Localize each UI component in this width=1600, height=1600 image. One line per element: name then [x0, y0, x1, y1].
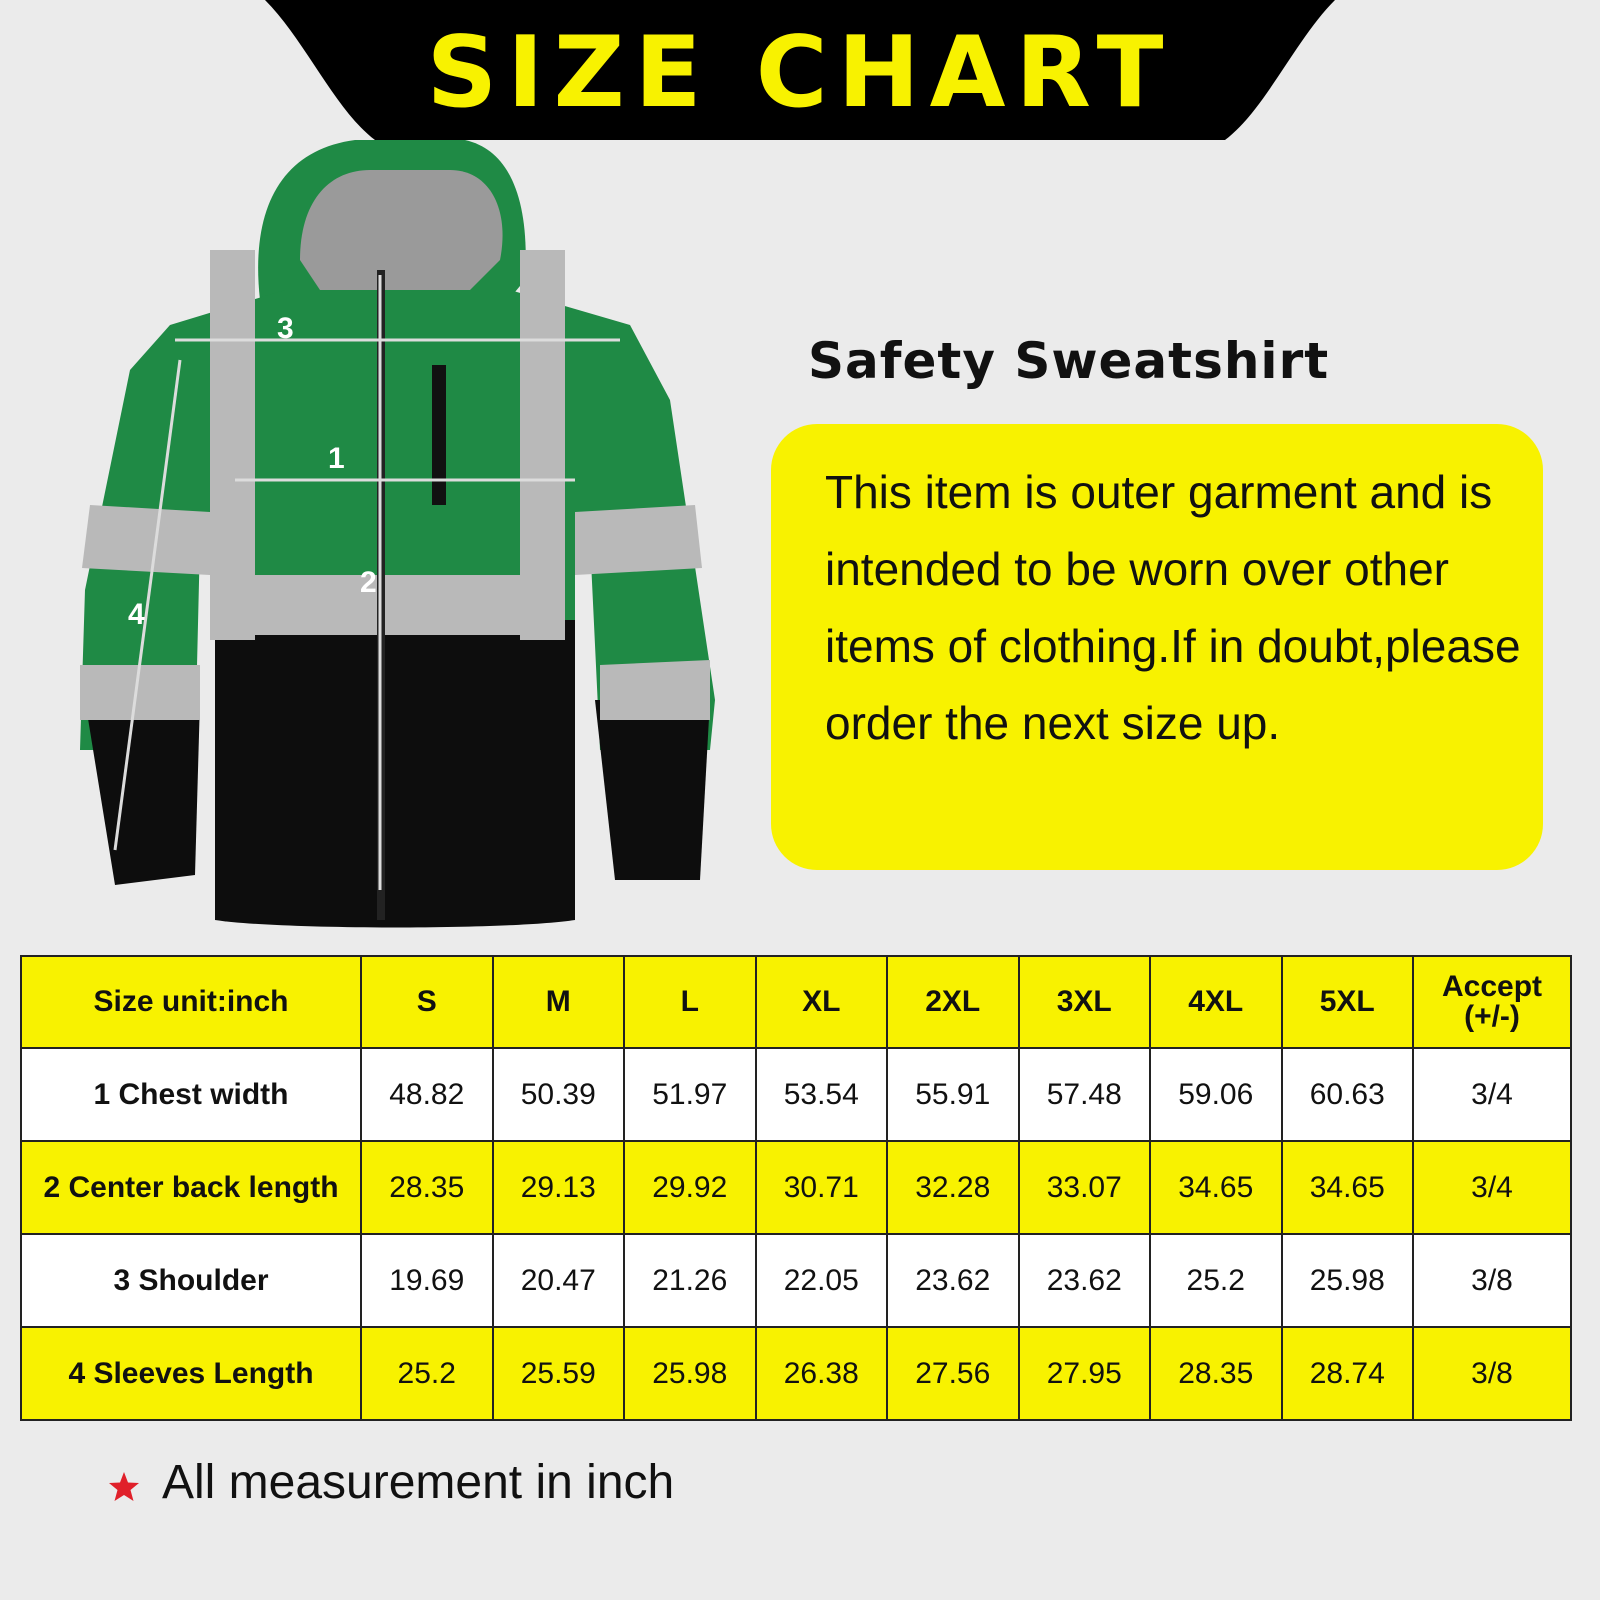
size-chart-banner	[265, 0, 1335, 140]
table-cell: 28.35	[1150, 1327, 1282, 1420]
table-row	[21, 1234, 1571, 1327]
table-cell: 59.06	[1150, 1048, 1282, 1141]
banner-title: SIZE CHART	[426, 16, 1174, 130]
marker-3: 3	[277, 312, 294, 345]
row-label: 2 Center back length	[21, 1141, 361, 1234]
hoodie-illustration	[70, 140, 750, 940]
footer-note-text: All measurement in inch	[162, 1455, 675, 1509]
header-size-2xl: 2XL	[887, 956, 1019, 1048]
table-cell: 34.65	[1150, 1141, 1282, 1234]
row-label: 1 Chest width	[21, 1048, 361, 1141]
header-size-xl: XL	[756, 956, 888, 1048]
table-cell: 23.62	[887, 1234, 1019, 1327]
table-cell: 29.13	[493, 1141, 625, 1234]
header-accept	[1413, 956, 1571, 1048]
fit-note-box	[771, 424, 1543, 870]
table-cell: 55.91	[887, 1048, 1019, 1141]
table-cell: 20.47	[493, 1234, 625, 1327]
star-icon	[108, 1471, 140, 1503]
tolerance-cell: 3/8	[1413, 1234, 1571, 1327]
table-row	[21, 1048, 1571, 1141]
table-cell: 26.38	[756, 1327, 888, 1420]
table-cell: 50.39	[493, 1048, 625, 1141]
table-cell: 23.62	[1019, 1234, 1151, 1327]
header-size-5xl: 5XL	[1282, 956, 1414, 1048]
table-row	[21, 1327, 1571, 1420]
header-size-3xl: 3XL	[1019, 956, 1151, 1048]
row-label: 4 Sleeves Length	[21, 1327, 361, 1420]
table-cell: 28.35	[361, 1141, 493, 1234]
size-table	[20, 955, 1572, 1421]
header-size-s: S	[361, 956, 493, 1048]
table-cell: 25.59	[493, 1327, 625, 1420]
fit-note-text: This item is outer garment and is intended to be worn over other items of clothing.If in doubt,please order the next size up.	[825, 466, 1521, 749]
header-accept-line2: (+/-)	[1464, 1000, 1520, 1033]
table-cell: 25.2	[1150, 1234, 1282, 1327]
table-cell: 53.54	[756, 1048, 888, 1141]
table-cell: 25.98	[624, 1327, 756, 1420]
marker-4: 4	[128, 598, 145, 631]
table-cell: 22.05	[756, 1234, 888, 1327]
tolerance-cell: 3/4	[1413, 1141, 1571, 1234]
tolerance-cell: 3/8	[1413, 1327, 1571, 1420]
table-cell: 27.95	[1019, 1327, 1151, 1420]
marker-2: 2	[360, 566, 377, 599]
footer-note	[108, 1452, 674, 1512]
table-cell: 29.92	[624, 1141, 756, 1234]
header-accept-line1: Accept	[1441, 970, 1543, 1003]
header-size-unit: Size unit:inch	[21, 956, 361, 1048]
table-cell: 48.82	[361, 1048, 493, 1141]
table-cell: 33.07	[1019, 1141, 1151, 1234]
table-cell: 57.48	[1019, 1048, 1151, 1141]
table-cell: 25.2	[361, 1327, 493, 1420]
table-header-row	[21, 956, 1571, 1048]
header-size-4xl: 4XL	[1150, 956, 1282, 1048]
table-row	[21, 1141, 1571, 1234]
header-size-l: L	[624, 956, 756, 1048]
product-title: Safety Sweatshirt	[808, 332, 1330, 390]
table-cell: 21.26	[624, 1234, 756, 1327]
tolerance-cell: 3/4	[1413, 1048, 1571, 1141]
table-cell: 19.69	[361, 1234, 493, 1327]
table-cell: 32.28	[887, 1141, 1019, 1234]
table-cell: 60.63	[1282, 1048, 1414, 1141]
table-cell: 25.98	[1282, 1234, 1414, 1327]
marker-1: 1	[328, 442, 345, 475]
header-size-m: M	[493, 956, 625, 1048]
table-cell: 27.56	[887, 1327, 1019, 1420]
table-cell: 34.65	[1282, 1141, 1414, 1234]
table-cell: 51.97	[624, 1048, 756, 1141]
table-cell: 30.71	[756, 1141, 888, 1234]
table-cell: 28.74	[1282, 1327, 1414, 1420]
row-label: 3 Shoulder	[21, 1234, 361, 1327]
